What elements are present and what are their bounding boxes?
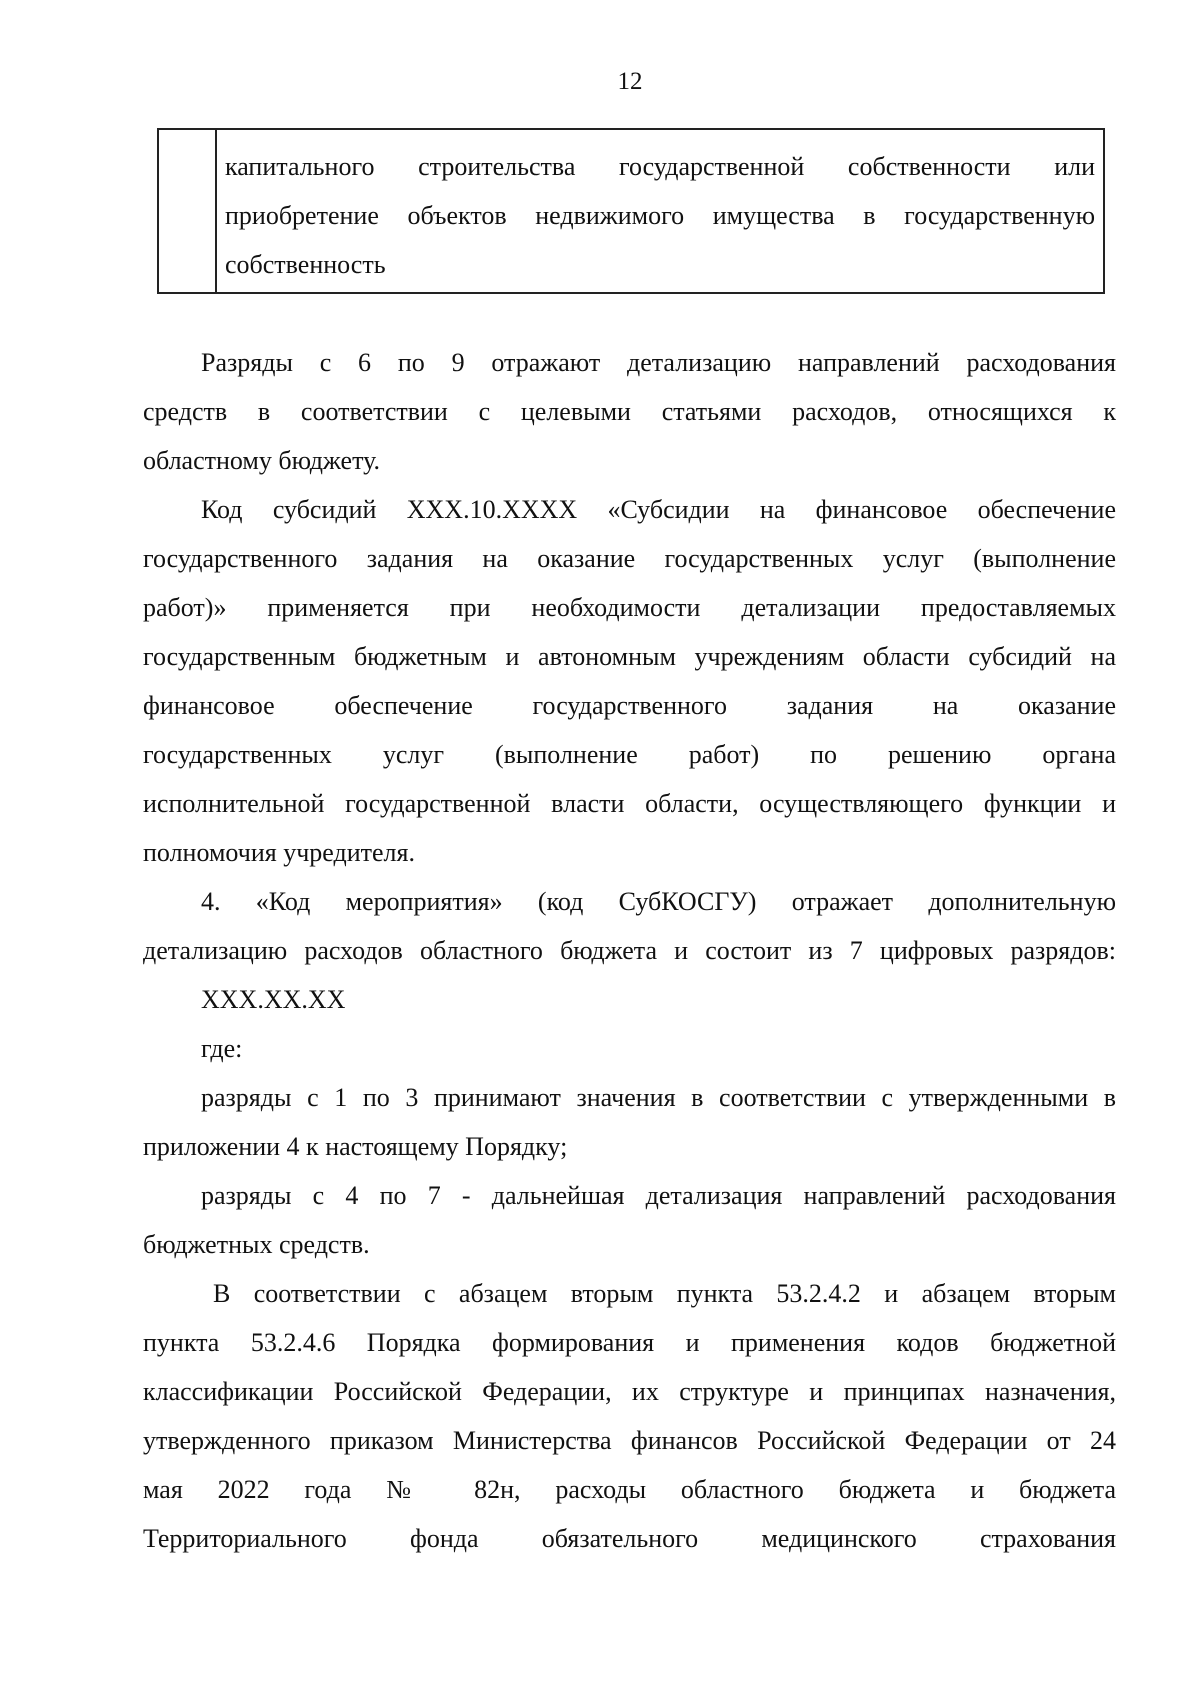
text-line: утвержденного приказом Министерства финансов Российской Федерации от 24 [143, 1426, 1116, 1455]
text-line: исполнительной государственной власти области, осуществляющего функции и [143, 789, 1116, 818]
text-line: полномочия учредителя. [143, 838, 415, 867]
text-line: В соответствии с абзацем вторым пункта 53.2.4.2 и абзацем вторым [213, 1279, 1116, 1308]
paragraph-digits-1-3 [143, 1073, 1116, 1171]
text-line: разряды с 1 по 3 принимают значения в соответствии с утвержденными в [201, 1083, 1116, 1112]
text-line: мая 2022 года № 82н, расходы областного бюджета и бюджета [143, 1475, 1116, 1504]
text-line: финансовое обеспечение государственного задания на оказание [143, 691, 1116, 720]
text-line: детализацию расходов областного бюджета и состоит из 7 цифровых разрядов: [143, 936, 1116, 965]
text-line: работ)» применяется при необходимости детализации предоставляемых [143, 593, 1116, 622]
text-line: Территориального фонда обязательного медицинского страхования [143, 1524, 1116, 1553]
text-line: бюджетных средств. [143, 1230, 370, 1259]
paragraph-digits-6-9 [143, 338, 1116, 485]
text-line: областному бюджету. [143, 446, 381, 475]
text-line: классификации Российской Федерации, их структуре и принципах назначения, [143, 1377, 1116, 1406]
code-format: ХХХ.ХХ.ХХ [201, 985, 346, 1014]
text-line: средств в соответствии с целевыми статьями расходов, относящихся к [143, 397, 1116, 426]
table-text-line: капитального строительства государственной собственности или [225, 152, 1095, 181]
table-text-line: приобретение объектов недвижимого имущества в государственную [225, 201, 1095, 230]
paragraph-order-reference [143, 1269, 1116, 1563]
text-line: разряды с 4 по 7 - дальнейшая детализация направлений расходования [201, 1181, 1116, 1210]
paragraph-event-code [143, 877, 1116, 975]
document-body [143, 338, 1116, 1563]
table-description-cell [217, 130, 1103, 292]
paragraph-where [143, 1024, 1116, 1073]
text-line: Код субсидий ХХХ.10.ХХХХ «Субсидии на финансовое обеспечение [201, 495, 1116, 524]
text-line: государственных услуг (выполнение работ) по решению органа [143, 740, 1116, 769]
text-line: государственного задания на оказание государственных услуг (выполнение [143, 544, 1116, 573]
page-number: 12 [617, 68, 643, 95]
paragraph-code-format [143, 975, 1116, 1024]
table-text-line: собственность [225, 250, 386, 279]
paragraph-subsidy-code [143, 485, 1116, 877]
classification-table-continuation [157, 128, 1105, 294]
table-code-cell [159, 130, 217, 292]
text-line: где: [201, 1034, 243, 1063]
text-line: приложении 4 к настоящему Порядку; [143, 1132, 568, 1161]
text-line: 4. «Код мероприятия» (код СубКОСГУ) отражает дополнительную [201, 887, 1116, 916]
paragraph-digits-4-7 [143, 1171, 1116, 1269]
text-line: государственным бюджетным и автономным учреждениям области субсидий на [143, 642, 1116, 671]
text-line: Разряды с 6 по 9 отражают детализацию направлений расходования [201, 348, 1116, 377]
text-line: пункта 53.2.4.6 Порядка формирования и применения кодов бюджетной [143, 1328, 1116, 1357]
